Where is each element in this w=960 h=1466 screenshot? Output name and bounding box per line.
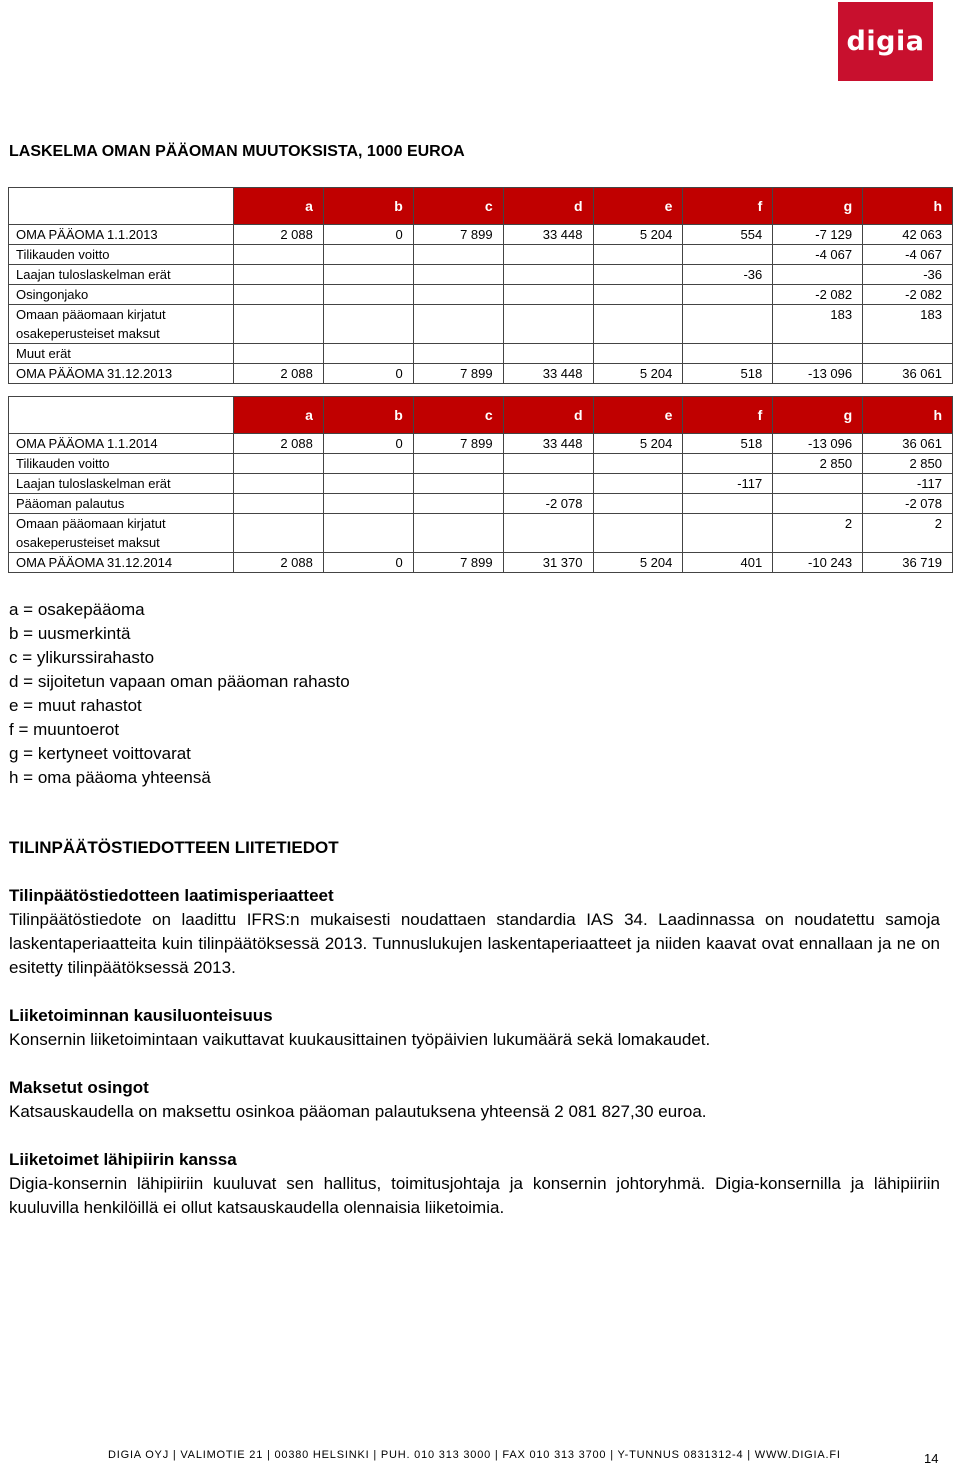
cell-h: 36 061 xyxy=(863,364,953,384)
cell-g: 2 850 xyxy=(773,454,863,474)
cell-f: 401 xyxy=(683,553,773,573)
cell-c xyxy=(413,305,503,344)
cell-f xyxy=(683,454,773,474)
cell-g: -2 082 xyxy=(773,285,863,305)
column-header-a: a xyxy=(234,188,324,225)
column-header-f: f xyxy=(683,188,773,225)
page-title: LASKELMA OMAN PÄÄOMAN MUUTOKSISTA, 1000 EUROA xyxy=(9,143,465,160)
cell-f xyxy=(683,514,773,553)
cell-h: -4 067 xyxy=(863,245,953,265)
cell-c xyxy=(413,285,503,305)
table-row xyxy=(9,225,953,245)
cell-e xyxy=(593,494,683,514)
cell-d xyxy=(503,514,593,553)
legend-item: b = uusmerkintä xyxy=(9,624,131,643)
notes-section xyxy=(9,836,940,1244)
cell-g: 183 xyxy=(773,305,863,344)
cell-d: -2 078 xyxy=(503,494,593,514)
note-text: Digia-konsernin lähipiiriin kuuluvat sen hallitus, toimitusjohtaja ja konsernin johtoryhmä. Digia-konsernilla ja lähipiiriin kuuluvilla henkilöillä ei ollut katsauskaudella olennaisia liiketoimia. xyxy=(9,1174,940,1217)
cell-b xyxy=(323,474,413,494)
cell-b xyxy=(323,344,413,364)
table-row xyxy=(9,474,953,494)
cell-e xyxy=(593,454,683,474)
equity-table-2014 xyxy=(8,396,953,573)
cell-g: -13 096 xyxy=(773,364,863,384)
cell-f: 554 xyxy=(683,225,773,245)
note-heading: Liiketoiminnan kausiluonteisuus xyxy=(9,1006,273,1025)
column-header-d: d xyxy=(503,397,593,434)
table-row xyxy=(9,553,953,573)
cell-d: 31 370 xyxy=(503,553,593,573)
row-label: Osingonjako xyxy=(9,285,234,305)
cell-c xyxy=(413,344,503,364)
cell-a: 2 088 xyxy=(234,434,324,454)
cell-a xyxy=(234,265,324,285)
cell-a: 2 088 xyxy=(234,225,324,245)
column-header-row xyxy=(9,188,953,225)
cell-d: 33 448 xyxy=(503,364,593,384)
column-header-h: h xyxy=(863,188,953,225)
column-header-d: d xyxy=(503,188,593,225)
cell-c xyxy=(413,245,503,265)
cell-g: 2 xyxy=(773,514,863,553)
cell-f xyxy=(683,494,773,514)
cell-b: 0 xyxy=(323,553,413,573)
cell-e: 5 204 xyxy=(593,434,683,454)
legend-item: g = kertyneet voittovarat xyxy=(9,744,191,763)
cell-c: 7 899 xyxy=(413,225,503,245)
cell-f: 518 xyxy=(683,364,773,384)
cell-h: 2 xyxy=(863,514,953,553)
cell-e xyxy=(593,245,683,265)
row-label: Omaan pääomaan kirjatut osakeperusteiset maksut xyxy=(9,305,234,344)
notes-section-title: TILINPÄÄTÖSTIEDOTTEEN LIITETIEDOT xyxy=(9,838,339,857)
column-header-e: e xyxy=(593,188,683,225)
table-row xyxy=(9,245,953,265)
column-header-a: a xyxy=(234,397,324,434)
cell-d xyxy=(503,344,593,364)
legend-item: f = muuntoerot xyxy=(9,720,120,739)
column-header-b: b xyxy=(323,397,413,434)
cell-a: 2 088 xyxy=(234,553,324,573)
cell-d: 33 448 xyxy=(503,225,593,245)
row-label: OMA PÄÄOMA 31.12.2014 xyxy=(9,553,234,573)
column-header-c: c xyxy=(413,188,503,225)
header-blank-cell xyxy=(9,188,234,225)
cell-f xyxy=(683,344,773,364)
cell-e: 5 204 xyxy=(593,553,683,573)
cell-h: -2 082 xyxy=(863,285,953,305)
cell-h: 183 xyxy=(863,305,953,344)
cell-h: 36 719 xyxy=(863,553,953,573)
cell-a xyxy=(234,454,324,474)
row-label: Muut erät xyxy=(9,344,234,364)
column-header-f: f xyxy=(683,397,773,434)
row-label: Omaan pääomaan kirjatut osakeperusteiset maksut xyxy=(9,514,234,553)
cell-c xyxy=(413,454,503,474)
cell-b: 0 xyxy=(323,434,413,454)
cell-a: 2 088 xyxy=(234,364,324,384)
table-row xyxy=(9,434,953,454)
cell-b xyxy=(323,285,413,305)
cell-c xyxy=(413,494,503,514)
cell-b xyxy=(323,305,413,344)
column-header-e: e xyxy=(593,397,683,434)
row-label: Pääoman palautus xyxy=(9,494,234,514)
cell-b xyxy=(323,265,413,285)
logo-text: digia xyxy=(846,26,925,57)
note-heading: Maksetut osingot xyxy=(9,1078,149,1097)
cell-h: 36 061 xyxy=(863,434,953,454)
cell-e xyxy=(593,285,683,305)
cell-g: -7 129 xyxy=(773,225,863,245)
column-legend xyxy=(9,598,350,790)
cell-d xyxy=(503,305,593,344)
cell-h xyxy=(863,344,953,364)
cell-a xyxy=(234,305,324,344)
column-header-h: h xyxy=(863,397,953,434)
cell-b xyxy=(323,245,413,265)
cell-d xyxy=(503,454,593,474)
table-row xyxy=(9,364,953,384)
cell-e xyxy=(593,474,683,494)
legend-item: e = muut rahastot xyxy=(9,696,142,715)
cell-g xyxy=(773,494,863,514)
digia-logo xyxy=(838,2,933,81)
cell-b: 0 xyxy=(323,225,413,245)
cell-e xyxy=(593,305,683,344)
table-row xyxy=(9,305,953,344)
column-header-c: c xyxy=(413,397,503,434)
table-row xyxy=(9,494,953,514)
cell-g: -4 067 xyxy=(773,245,863,265)
cell-b xyxy=(323,454,413,474)
row-label: Laajan tuloslaskelman erät xyxy=(9,265,234,285)
cell-c xyxy=(413,265,503,285)
cell-f xyxy=(683,245,773,265)
page-footer: DIGIA OYJ | VALIMOTIE 21 | 00380 HELSINKI | PUH. 010 313 3000 | FAX 010 313 3700 | Y-TUNNUS 0831312-4 | WWW.DIGIA.FI xyxy=(108,1449,841,1461)
cell-d xyxy=(503,474,593,494)
cell-h: 42 063 xyxy=(863,225,953,245)
note-heading: Liiketoimet lähipiirin kanssa xyxy=(9,1150,237,1169)
cell-b xyxy=(323,494,413,514)
cell-g: -10 243 xyxy=(773,553,863,573)
equity-table-2013 xyxy=(8,187,953,384)
cell-g xyxy=(773,265,863,285)
cell-h: -117 xyxy=(863,474,953,494)
note-text: Tilinpäätöstiedote on laadittu IFRS:n mukaisesti noudattaen standardia IAS 34. Laadinnassa on noudatettu samoja laskentaperiaatteita kuin tilinpäätöksessä 2013. Tunnuslukujen laskentaperiaatteet ja niiden kaavat ovat ennallaan ja ne on esitetty tilinpäätöksessä 2013. xyxy=(9,910,940,977)
table-row xyxy=(9,454,953,474)
cell-g xyxy=(773,474,863,494)
cell-f: -117 xyxy=(683,474,773,494)
cell-d xyxy=(503,265,593,285)
cell-e xyxy=(593,344,683,364)
cell-a xyxy=(234,474,324,494)
column-header-g: g xyxy=(773,397,863,434)
row-label: OMA PÄÄOMA 31.12.2013 xyxy=(9,364,234,384)
cell-c xyxy=(413,514,503,553)
cell-e: 5 204 xyxy=(593,225,683,245)
cell-c: 7 899 xyxy=(413,434,503,454)
row-label: Tilikauden voitto xyxy=(9,454,234,474)
cell-f: -36 xyxy=(683,265,773,285)
cell-a xyxy=(234,514,324,553)
cell-e: 5 204 xyxy=(593,364,683,384)
cell-f xyxy=(683,285,773,305)
column-header-g: g xyxy=(773,188,863,225)
header-blank-cell xyxy=(9,397,234,434)
legend-item: d = sijoitetun vapaan oman pääoman rahasto xyxy=(9,672,350,691)
column-header-row xyxy=(9,397,953,434)
table-row xyxy=(9,514,953,553)
note-text: Konsernin liiketoimintaan vaikuttavat kuukausittainen työpäivien lukumäärä sekä lomakaudet. xyxy=(9,1030,711,1049)
page-number: 14 xyxy=(924,1451,939,1466)
cell-d xyxy=(503,285,593,305)
cell-a xyxy=(234,245,324,265)
cell-e xyxy=(593,514,683,553)
legend-item: a = osakepääoma xyxy=(9,600,145,619)
legend-item: c = ylikurssirahasto xyxy=(9,648,155,667)
cell-f: 518 xyxy=(683,434,773,454)
cell-d: 33 448 xyxy=(503,434,593,454)
table-row xyxy=(9,265,953,285)
cell-f xyxy=(683,305,773,344)
cell-a xyxy=(234,344,324,364)
row-label: Laajan tuloslaskelman erät xyxy=(9,474,234,494)
cell-c: 7 899 xyxy=(413,553,503,573)
row-label: Tilikauden voitto xyxy=(9,245,234,265)
cell-h: -36 xyxy=(863,265,953,285)
cell-b xyxy=(323,514,413,553)
column-header-b: b xyxy=(323,188,413,225)
cell-e xyxy=(593,265,683,285)
cell-g: -13 096 xyxy=(773,434,863,454)
row-label: OMA PÄÄOMA 1.1.2013 xyxy=(9,225,234,245)
table-row xyxy=(9,344,953,364)
note-heading: Tilinpäätöstiedotteen laatimisperiaatteet xyxy=(9,886,334,905)
legend-item: h = oma pääoma yhteensä xyxy=(9,768,211,787)
cell-d xyxy=(503,245,593,265)
table-row xyxy=(9,285,953,305)
cell-a xyxy=(234,494,324,514)
cell-c xyxy=(413,474,503,494)
note-text: Katsauskaudella on maksettu osinkoa pääoman palautuksena yhteensä 2 081 827,30 euroa. xyxy=(9,1102,707,1121)
cell-h: 2 850 xyxy=(863,454,953,474)
cell-g xyxy=(773,344,863,364)
cell-c: 7 899 xyxy=(413,364,503,384)
cell-a xyxy=(234,285,324,305)
cell-h: -2 078 xyxy=(863,494,953,514)
row-label: OMA PÄÄOMA 1.1.2014 xyxy=(9,434,234,454)
cell-b: 0 xyxy=(323,364,413,384)
